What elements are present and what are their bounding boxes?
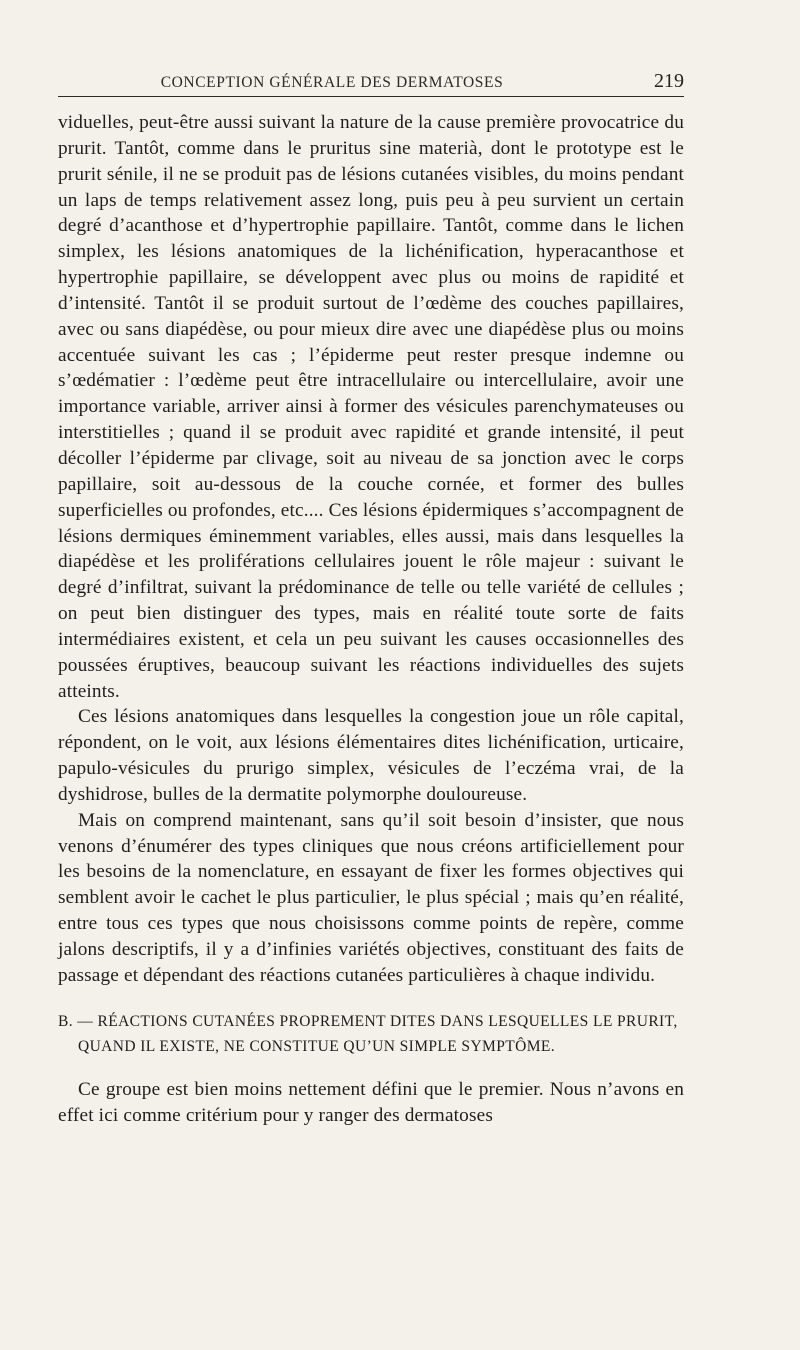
body-text: [58, 110, 684, 1128]
section-heading: [58, 1009, 684, 1059]
page-number: 219: [654, 70, 684, 92]
paragraph-continuation: viduelles, peut-être aussi suivant la nature de la cause première provocatrice du prurit. Tantôt, comme dans le pruritus sine materià, dont le prototype est le prurit sénile, il ne se produit pas de lésions cutanées visibles, du moins pendant un laps de temps relativement assez long, puis peu à peu survient un certain degré d’acanthose et d’hypertrophie papillaire. Tantôt, comme dans le lichen simplex, les lésions anatomiques de la lichénification, hyperacanthose et hypertrophie papillaire, se développent avec plus ou moins de rapidité et d’intensité. Tantôt il se produit surtout de l’œdème des couches papillaires, avec ou sans diapédèse, ou pour mieux dire avec une diapédèse plus ou moins accentuée suivant les cas ; l’épiderme peut rester presque indemne ou s’œdématier : l’œdème peut être intracellulaire ou intercellulaire, avoir une importance variable, arriver ainsi à former des vésicules parenchymateuses ou interstitielles ; quand il se produit avec rapidité et grande intensité, il peut décoller l’épiderme par clivage, soit au niveau de sa jonction avec le corps papillaire, soit au-dessous de la couche cornée, et former des bulles superficielles ou profondes, etc.... Ces lésions épidermiques s’accompagnent de lésions dermiques éminemment variables, elles aussi, mais dans lesquelles la diapédèse et les proliférations cellulaires jouent le rôle majeur : suivant le degré d’infiltrat, suivant la prédominance de telle ou telle variété de cellules ; on peut bien distinguer des types, mais en réalité toute sorte de faits intermédiaires existent, et cela un peu suivant les causes occasionnelles des poussées éruptives, beaucoup suivant les réactions individuelles des sujets atteints.: [58, 112, 684, 702]
section-heading-line-2: QUAND IL EXISTE, NE CONSTITUE QU’UN SIMPLE SYMPTÔME.: [78, 1037, 556, 1055]
section-heading-line-1: B. — RÉACTIONS CUTANÉES PROPREMENT DITES DANS LESQUELLES LE PRURIT,: [58, 1012, 678, 1030]
book-page: [58, 66, 684, 1128]
running-header: [58, 66, 684, 97]
running-title: CONCEPTION GÉNÉRALE DES DERMATOSES: [160, 74, 504, 91]
paragraph-types: Mais on comprend maintenant, sans qu’il soit besoin d’insister, que nous venons d’énumérer des types cliniques que nous créons artificiellement pour les besoins de la nomenclature, en essayant de fixer les formes objectives qui semblent avoir le cachet le plus particulier, le plus spécial ; mais qu’en réalité, entre tous ces types que nous choisissons comme points de repère, comme jalons descriptifs, il y a d’infinies variétés objectives, constituant des faits de passage et dépendant des réactions cutanées particulières à chaque individu.: [58, 809, 684, 986]
paragraph-lesions: Ces lésions anatomiques dans lesquelles la congestion joue un rôle capital, répondent, on le voit, aux lésions élémentaires dites lichénification, urticaire, papulo-vésicules du prurigo simplex, vésicules de l’eczéma vrai, de la dyshidrose, bulles de la dermatite polymorphe douloureuse.: [58, 706, 684, 805]
paragraph-section-b: Ce groupe est bien moins nettement défini que le premier. Nous n’avons en effet ici comme critérium pour y ranger des dermatoses: [58, 1078, 684, 1126]
